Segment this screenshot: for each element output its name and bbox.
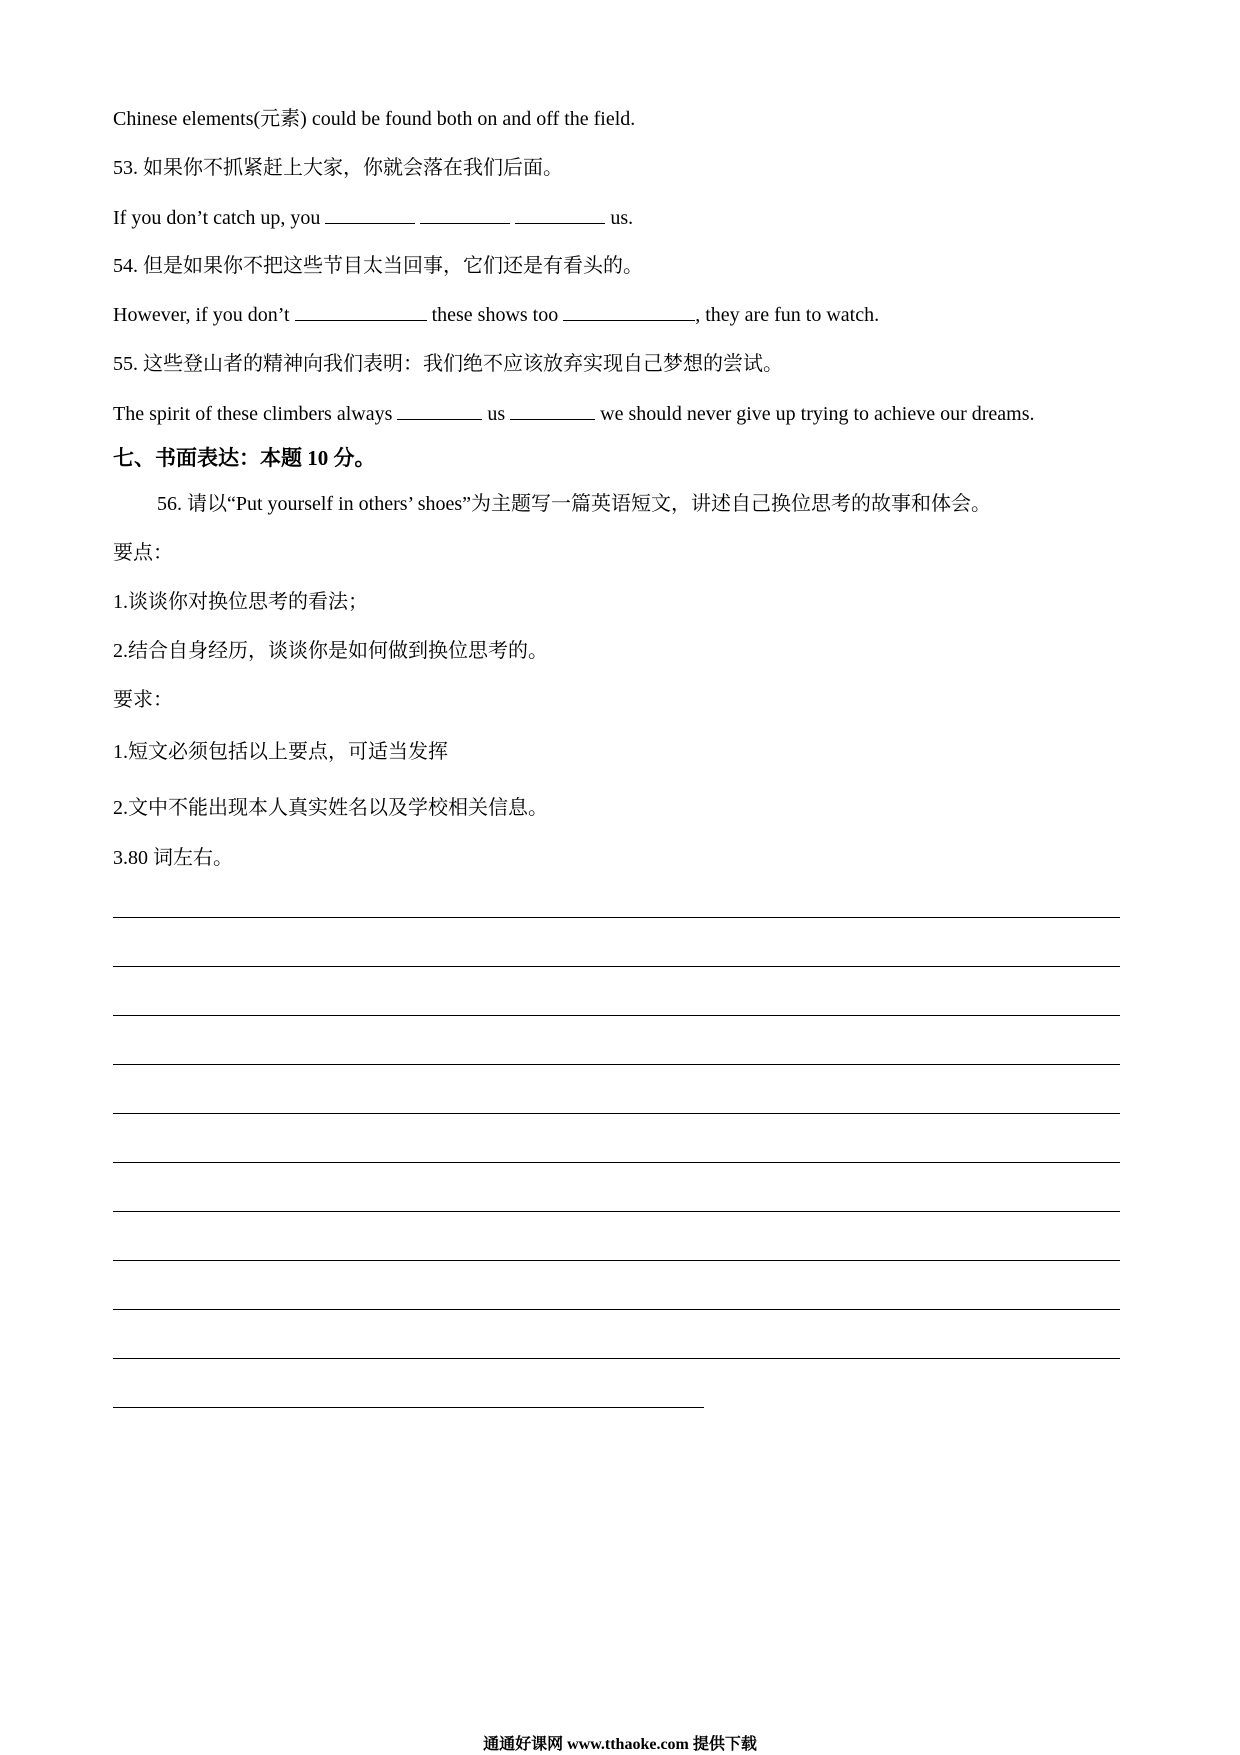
question-54-text-2: these shows too (431, 304, 559, 326)
requirement-1: 1.短文必须包括以上要点，可适当发挥 (113, 741, 448, 763)
writing-line[interactable] (113, 1113, 1120, 1114)
writing-line[interactable] (113, 1211, 1120, 1212)
question-54-text-3: , they are fun to watch. (695, 304, 880, 326)
answer-blank-55-1[interactable] (397, 401, 482, 420)
writing-line[interactable] (113, 1309, 1120, 1310)
writing-line[interactable] (113, 966, 1120, 967)
points-label: 要点： (113, 542, 173, 564)
writing-line[interactable] (113, 1260, 1120, 1261)
footer-source: 通通好课网 www.tthaoke.com 提供下载 (483, 1736, 757, 1753)
writing-line[interactable] (113, 1407, 704, 1408)
question-55-prompt: 55. 这些登山者的精神向我们表明：我们绝不应该放弃实现自己梦想的尝试。 (113, 353, 783, 375)
question-55-text-3: we should never give up trying to achieve our dreams. (600, 403, 1035, 425)
writing-line[interactable] (113, 1162, 1120, 1163)
writing-line[interactable] (113, 1064, 1120, 1065)
answer-blank-53-1[interactable] (325, 205, 415, 224)
question-53-prompt: 53. 如果你不抓紧赶上大家，你就会落在我们后面。 (113, 157, 563, 179)
answer-blank-53-2[interactable] (420, 205, 510, 224)
point-2: 2.结合自身经历，谈谈你是如何做到换位思考的。 (113, 640, 548, 662)
writing-line[interactable] (113, 917, 1120, 918)
question-53-sentence (113, 205, 633, 230)
requirements-label: 要求： (113, 689, 173, 711)
answer-blank-53-3[interactable] (515, 205, 605, 224)
requirement-3: 3.80 词左右。 (113, 847, 233, 869)
section-7-title: 七、书面表达：本题 10 分。 (113, 446, 376, 470)
question-53-text-1: If you don’t catch up, you (113, 207, 321, 229)
answer-blank-55-2[interactable] (510, 401, 595, 420)
question-55-text-1: The spirit of these climbers always (113, 403, 393, 425)
question-55-text-2: us (487, 403, 506, 425)
writing-line[interactable] (113, 1358, 1120, 1359)
answer-blank-54-1[interactable] (295, 302, 427, 321)
question-55-sentence (113, 401, 1035, 426)
answer-blank-54-2[interactable] (563, 302, 695, 321)
writing-line[interactable] (113, 1015, 1120, 1016)
question-53-text-2: us. (610, 207, 634, 229)
requirement-2: 2.文中不能出现本人真实姓名以及学校相关信息。 (113, 797, 548, 819)
question-52-tail: Chinese elements(元素) could be found both on and off the field. (113, 108, 636, 130)
question-56-prompt: 56. 请以“Put yourself in others’ shoes”为主题写一篇英语短文，讲述自己换位思考的故事和体会。 (157, 493, 992, 515)
question-54-sentence (113, 302, 879, 327)
question-54-text-1: However, if you don’t (113, 304, 290, 326)
question-54-prompt: 54. 但是如果你不把这些节目太当回事，它们还是有看头的。 (113, 255, 643, 277)
point-1: 1.谈谈你对换位思考的看法； (113, 591, 368, 613)
